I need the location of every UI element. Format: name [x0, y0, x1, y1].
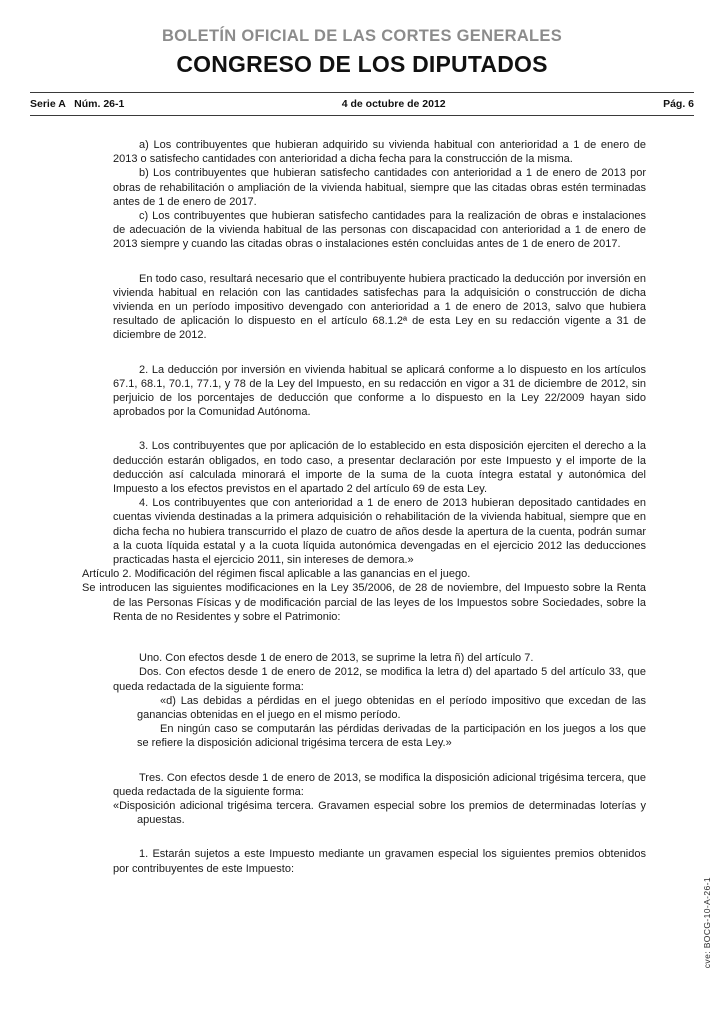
masthead-bulletin-title: BOLETÍN OFICIAL DE LAS CORTES GENERALES	[161, 27, 563, 45]
running-head-series: Serie A Núm. 26-1	[30, 97, 125, 110]
cve-code: cve: BOCG-10-A-26-1	[702, 876, 712, 968]
paragraph-numbered-2: 2. La deducción por inversión en vivienda habitual se aplicará conforme a lo dispuesto en los artículos 67.1, 68.1, 70.1, 77.1, y 78 de la Ley del Impuesto, en su redacción en vigor a 31 de diciembre de 2012, sin perjuicio de los porcentajes de deducción que conforme a lo dispuesto en la Ley 22/2009 hayan sido aprobados por la Comunidad Autónoma.	[113, 363, 646, 419]
paragraph-uno: Uno. Con efectos desde 1 de enero de 2013, se suprime la letra ñ) del artículo 7.	[139, 652, 534, 665]
quoted-letter-d-block	[137, 694, 646, 751]
running-head-page: Pág. 6	[663, 97, 694, 110]
disposicion-adicional-heading: «Disposición adicional trigésima tercera. Gravamen especial sobre los premios de determinadas loterías y apuestas.	[113, 799, 646, 827]
paragraph-item-a: a) Los contribuyentes que hubieran adquirido su vivienda habitual con anterioridad a 1 de enero de 2013 o satisfecho cantidades con anterioridad a dicha fecha para la construcción de la misma.	[113, 139, 646, 166]
paragraph-en-todo-caso: En todo caso, resultará necesario que el contribuyente hubiera practicado la deducción por inversión en vivienda habitual en relación con las cantidades satisfechas para la adquisición o construcción de dicha vivienda en un período impositivo devengado con anterioridad a 1 de enero de 2013, salvo que hubiera resultado de aplicación lo dispuesto en el artículo 68.1.2ª de esta Ley en su redacción vigente a 31 de diciembre de 2012.	[113, 272, 646, 342]
paragraph-quote-d-continued: En ningún caso se computarán las pérdidas derivadas de la participación en los juegos a los que se refiere la disposición adicional trigésima tercera de esta Ley.»	[137, 723, 646, 750]
masthead	[0, 0, 724, 79]
paragraph-item-c: c) Los contribuyentes que hubieran satisfecho cantidades para la realización de obras e instalaciones de adecuación de la vivienda habitual de las personas con discapacidad con anterioridad a 1 de enero de 2013 siempre y cuando las citadas obras o instalaciones estén concluidas antes de 1 de enero de 2017.	[113, 210, 646, 251]
articulo-2-block	[82, 567, 646, 581]
masthead-chamber-title: CONGRESO DE LOS DIPUTADOS	[176, 51, 548, 78]
paragraph-tres: Tres. Con efectos desde 1 de enero de 2013, se modifica la disposición adicional trigésima tercera, que queda redactada de la siguiente forma:	[113, 771, 646, 798]
running-head	[30, 93, 694, 115]
articulo-2-heading: Artículo 2. Modificación del régimen fiscal aplicable a las ganancias en el juego.	[82, 568, 471, 581]
paragraph-se-introducen: Se introducen las siguientes modificaciones en la Ley 35/2006, de 28 de noviembre, del Impuesto sobre la Renta de las Personas Físicas y de modificación parcial de las leyes de los Impuestos sobre Sociedades, sobre la Renta de no Residentes y sobre el Patrimonio:	[82, 582, 646, 623]
running-head-date: 4 de octubre de 2012	[341, 97, 446, 110]
running-head-bar	[30, 92, 694, 116]
disposicion-adicional-block	[113, 799, 646, 827]
document-body	[82, 138, 646, 876]
paragraph-quote-d: «d) Las debidas a pérdidas en el juego obtenidas en el período impositivo que excedan de las ganancias obtenidas en el juego en el mismo período.	[137, 694, 646, 721]
paragraph-item-b: b) Los contribuyentes que hubieran satisfecho cantidades con anterioridad a 1 de enero de 2013 por obras de rehabilitación o ampliación de la vivienda habitual, siempre que las citadas obras estén terminadas antes de 1 de enero de 2017.	[113, 167, 646, 208]
se-introducen-block	[82, 581, 646, 624]
paragraph-numbered-4: 4. Los contribuyentes que con anterioridad a 1 de enero de 2013 hubieran depositado cantidades en cuentas vivienda destinadas a la primera adquisición o rehabilitación de la vivienda habitual, siempre que en dicha fecha no hubiera transcurrido el plazo de cuatro de años desde la apertura de la cuenta, podrán sumar a la cuota líquida estatal y a la cuota líquida autonómica devengadas en el ejercicio 2012 las deducciones practicadas hasta el ejercicio 2011, sin intereses de demora.»	[113, 497, 646, 567]
paragraph-dos: Dos. Con efectos desde 1 de enero de 2012, se modifica la letra d) del apartado 5 del artículo 33, que queda redactada de la siguiente forma:	[113, 666, 646, 693]
paragraph-numbered-3: 3. Los contribuyentes que por aplicación de lo establecido en esta disposición ejerciten el derecho a la deducción estarán obligados, en todo caso, a presentar declaración por este Impuesto y el importe de la deducción así calculada minorará el importe de la suma de la cuota íntegra estatal y autonómica del Impuesto a los efectos previstos en el apartado 2 del artículo 69 de esta Ley.	[113, 440, 646, 496]
paragraph-dispo-numbered-1: 1. Estarán sujetos a este Impuesto mediante un gravamen especial los siguientes premios obtenidos por contribuyentes de este Impuesto:	[113, 848, 646, 875]
